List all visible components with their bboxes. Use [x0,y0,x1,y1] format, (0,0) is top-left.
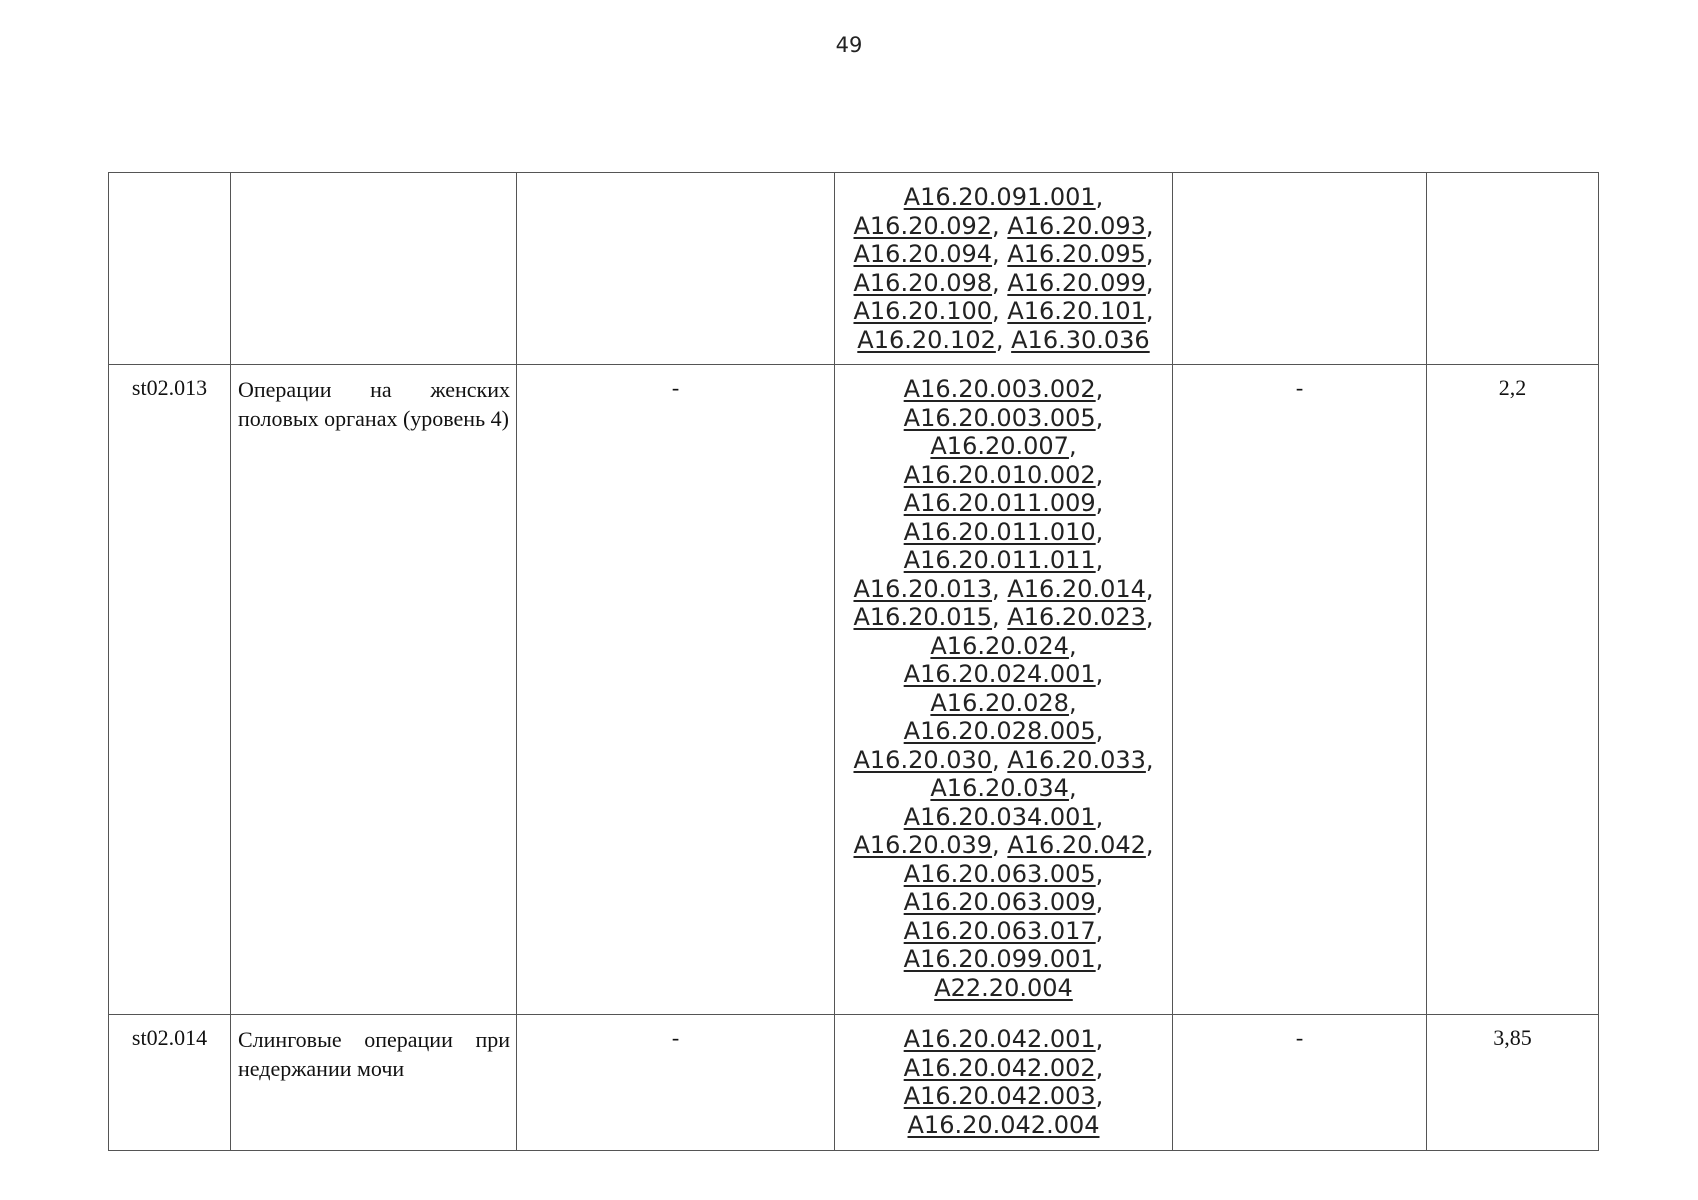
service-code-link[interactable]: A16.20.063.005 [903,859,1096,888]
service-code-line: A16.20.102, A16.30.036 [857,325,1150,354]
service-code-link[interactable]: A16.20.014 [1007,574,1146,603]
service-code-link[interactable]: A16.20.042.003 [903,1082,1096,1110]
service-code-link[interactable]: A16.20.093 [1007,211,1146,240]
row-col3 [517,173,835,365]
page-number: 49 [835,33,863,57]
service-code-link[interactable]: A16.20.099.001 [903,945,1096,973]
service-code-link[interactable]: A16.20.034 [930,774,1069,802]
service-code-link[interactable]: A16.20.034.001 [903,802,1096,831]
service-code-link[interactable]: A16.20.011.010 [903,517,1096,546]
service-codes-cell [835,1015,1173,1151]
service-code-line [841,1111,1166,1140]
service-code-line: A16.20.034.001, [903,802,1104,831]
service-code-line: A16.20.042.002, [903,1053,1104,1082]
service-code-link[interactable]: A16.20.042.001 [903,1025,1096,1053]
service-code-link[interactable]: A16.20.003.005 [903,403,1096,432]
service-code-link[interactable]: A16.20.094 [853,240,993,268]
service-code-link[interactable]: A16.20.101 [1007,297,1146,325]
row-col5 [1173,173,1427,365]
service-code-link[interactable]: A16.20.013 [853,574,993,603]
service-code-line: A16.20.034, [930,774,1077,802]
service-code-link[interactable]: A16.20.042 [1007,831,1146,859]
service-code-line: A16.20.007, [930,432,1077,460]
service-code-link[interactable]: A16.20.099 [1007,268,1146,297]
service-code-line: A16.20.063.005, [903,859,1104,888]
service-code-line: A16.20.030, A16.20.033, [853,745,1154,774]
service-code-link[interactable]: A16.20.011.009 [903,489,1096,517]
service-code-line: A16.20.063.009, [903,888,1104,916]
service-code-line: A16.20.042.003, [903,1082,1104,1110]
row-code: st02.014 [109,1015,231,1151]
tariff-table [108,172,1599,1151]
table-row [109,365,1599,1015]
table-row [109,1015,1599,1151]
row-name: Операции на женских половых органах (уровень 4) [231,365,517,1015]
row-code [109,173,231,365]
service-code-line: A16.20.028, [930,688,1077,717]
service-code-link[interactable]: A16.20.042.004 [907,1110,1100,1139]
service-code-line: A16.20.098, A16.20.099, [853,268,1154,297]
service-code-link[interactable]: A16.20.024.001 [903,660,1096,688]
row-name [231,173,517,365]
service-codes-cell [835,365,1173,1015]
service-code-link[interactable]: A16.20.092 [853,211,993,240]
service-code-line: A16.20.028.005, [903,717,1104,745]
service-code-link[interactable]: A16.20.095 [1007,240,1146,268]
row-coefficient: 3,85 [1427,1015,1599,1151]
service-code-line: A16.20.024.001, [903,660,1104,688]
service-code-link[interactable]: A16.20.030 [853,745,993,774]
service-code-line: A16.20.011.010, [903,517,1104,546]
service-code-line [841,974,1166,1003]
service-code-link[interactable]: A16.20.024 [930,631,1069,660]
service-code-line: A16.20.100, A16.20.101, [853,297,1154,325]
service-code-line: A16.20.094, A16.20.095, [853,240,1154,268]
service-code-line: A16.20.039, A16.20.042, [853,831,1154,859]
service-code-link[interactable]: A16.20.039 [853,831,993,859]
service-code-link[interactable]: A16.20.023 [1007,603,1146,631]
service-code-link[interactable]: A16.20.063.017 [903,916,1096,945]
row-coefficient: 2,2 [1427,365,1599,1015]
service-code-link[interactable]: A16.30.036 [1011,325,1150,354]
service-code-line: A16.20.011.009, [903,489,1104,517]
row-name: Слинговые операции при недержании мочи [231,1015,517,1151]
service-code-line: A16.20.015, A16.20.023, [853,603,1154,631]
service-code-line: A16.20.011.011, [903,546,1104,574]
service-code-line: A16.20.024, [930,631,1077,660]
service-code-link[interactable]: A16.20.007 [930,432,1069,460]
service-code-link[interactable]: A16.20.091.001 [903,183,1096,211]
service-code-link[interactable]: A16.20.042.002 [903,1053,1096,1082]
row-code: st02.013 [109,365,231,1015]
service-code-link[interactable]: A16.20.102 [857,325,996,354]
service-code-line: A16.20.099.001, [903,945,1104,973]
service-code-line: A16.20.003.005, [903,403,1104,432]
service-code-line: A16.20.063.017, [903,916,1104,945]
service-code-link[interactable]: A16.20.100 [853,297,993,325]
service-code-link[interactable]: A22.20.004 [934,973,1073,1002]
service-code-link[interactable]: A16.20.098 [853,268,993,297]
row-col5: - [1173,365,1427,1015]
row-col3: - [517,1015,835,1151]
service-code-link[interactable]: A16.20.028 [930,688,1069,717]
row-coefficient [1427,173,1599,365]
service-code-link[interactable]: A16.20.003.002 [903,375,1096,403]
service-code-line: A16.20.013, A16.20.014, [853,574,1154,603]
service-codes-cell [835,173,1173,365]
service-code-link[interactable]: A16.20.063.009 [903,888,1096,916]
service-code-line: A16.20.092, A16.20.093, [853,211,1154,240]
service-code-line: A16.20.003.002, [903,375,1104,403]
row-col3: - [517,365,835,1015]
service-code-line: A16.20.010.002, [903,460,1104,489]
service-code-line: A16.20.042.001, [903,1025,1104,1053]
service-code-link[interactable]: A16.20.033 [1007,745,1146,774]
service-code-line: A16.20.091.001, [903,183,1104,211]
service-code-link[interactable]: A16.20.015 [853,603,993,631]
service-code-link[interactable]: A16.20.011.011 [903,546,1096,574]
table-row [109,173,1599,365]
row-col5: - [1173,1015,1427,1151]
service-code-link[interactable]: A16.20.010.002 [903,460,1096,489]
service-code-link[interactable]: A16.20.028.005 [903,717,1096,745]
